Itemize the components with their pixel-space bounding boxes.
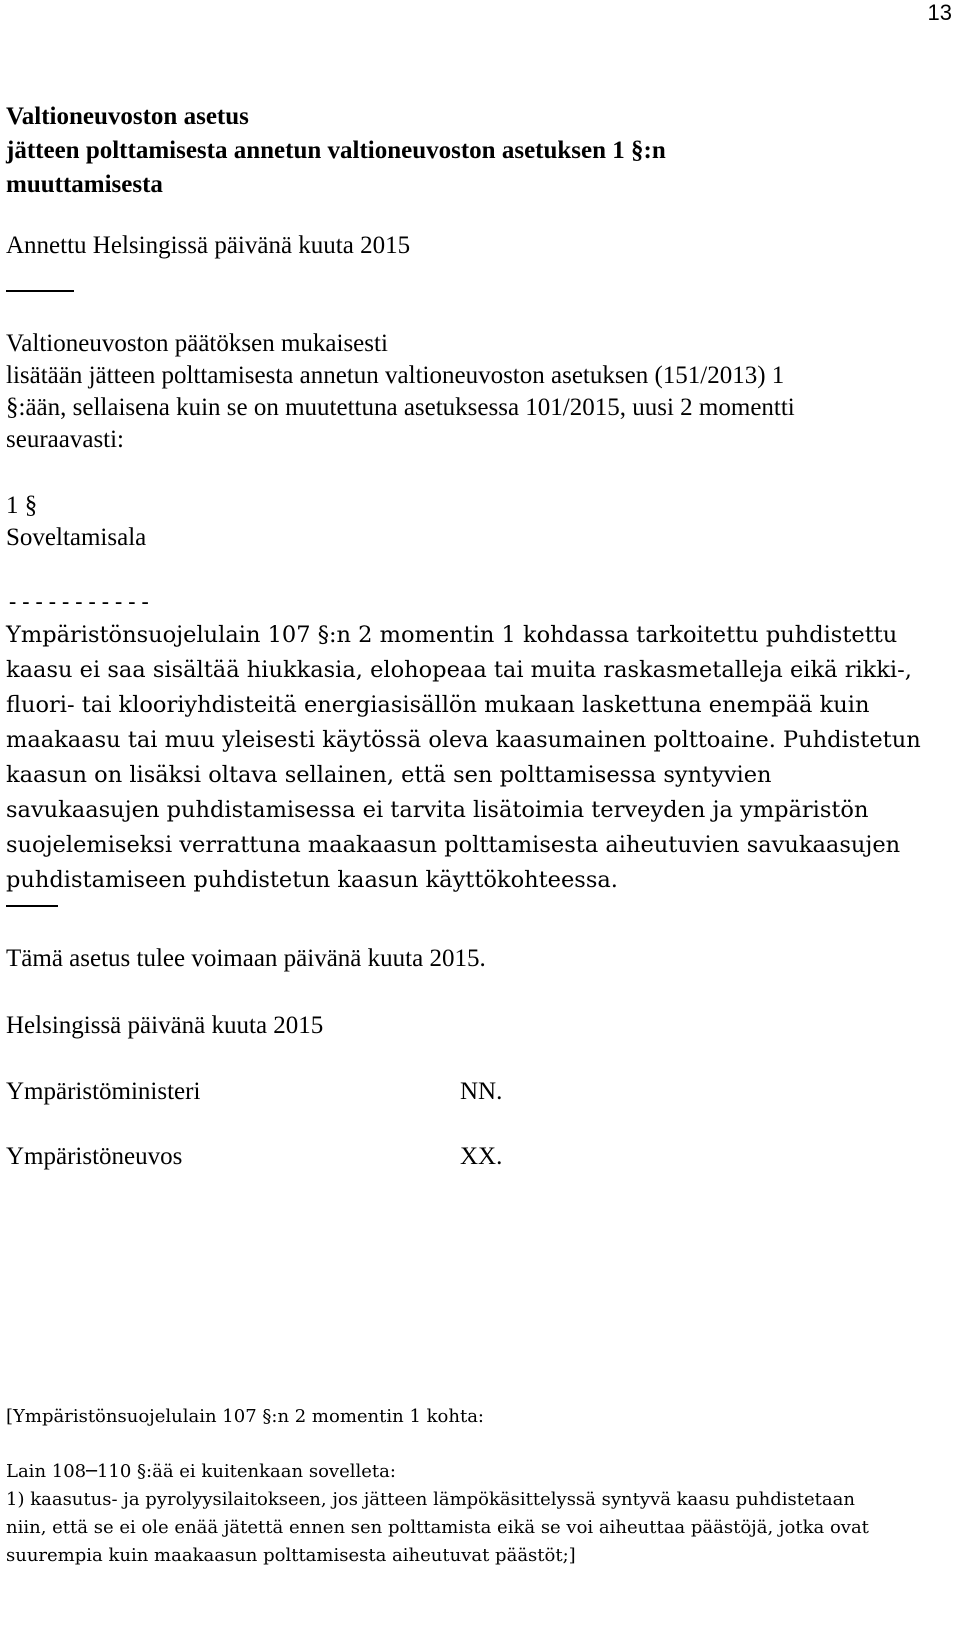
signature-role: Ympäristöneuvos <box>6 1143 183 1170</box>
document-title <box>6 100 666 202</box>
decision-line-1: Valtioneuvoston päätöksen mukaisesti <box>6 330 388 357</box>
page-number: 13 <box>927 0 952 25</box>
body-line: kaasu ei saa sisältää hiukkasia, elohopeaa tai muita raskasmetalleja eikä rikki-, <box>6 657 912 683</box>
footnote-heading: [Ympäristönsuojelulain 107 §:n 2 momentin 1 kohta: <box>6 1406 484 1427</box>
footnote-body <box>6 1458 869 1570</box>
body-line: fluori- tai klooriyhdisteitä energiasisällön mukaan laskettuna enempää kuin <box>6 692 870 718</box>
decision-line-3: §:ään, sellaisena kuin se on muutettuna asetuksessa 101/2015, uusi 2 momentti <box>6 394 795 421</box>
section-title: Soveltamisala <box>6 524 147 551</box>
body-line: savukaasujen puhdistamisessa ei tarvita lisätoimia terveyden ja ympäristön <box>6 797 869 823</box>
title-line-1: Valtioneuvoston asetus <box>6 103 249 130</box>
omission-marker: ----------- <box>6 590 152 615</box>
decision-line-4: seuraavasti: <box>6 426 125 453</box>
given-date-line: Annettu Helsingissä päivänä kuuta 2015 <box>6 232 411 259</box>
decision-paragraph <box>6 328 946 456</box>
body-line: suojelemiseksi verrattuna maakaasun polttamisesta aiheutuvien savukaasujen <box>6 832 901 858</box>
title-separator-rule <box>6 290 74 292</box>
signature-name: NN. <box>460 1078 503 1105</box>
body-end-rule <box>6 905 58 907</box>
section-body <box>6 618 921 898</box>
body-line: Ympäristönsuojelulain 107 §:n 2 momentin 1 kohdassa tarkoitettu puhdistettu <box>6 622 898 648</box>
footnote-line-3: suurempia kuin maakaasun polttamisesta aiheutuvat päästöt;] <box>6 1545 576 1566</box>
body-line: maakaasu tai muu yleisesti käytössä oleva kaasumainen polttoaine. Puhdistetun <box>6 727 921 753</box>
body-line: puhdistamiseen puhdistetun kaasun käyttökohteessa. <box>6 867 618 893</box>
footnote-line-1: 1) kaasutus- ja pyrolyysilaitokseen, jos jätteen lämpökäsittelyssä syntyvä kaasu puhdistetaan <box>6 1489 855 1510</box>
entry-into-force: Tämä asetus tulee voimaan päivänä kuuta 2015. <box>6 945 486 972</box>
section-number: 1 § <box>6 492 38 519</box>
signature-role: Ympäristöministeri <box>6 1078 201 1105</box>
decision-line-2: lisätään jätteen polttamisesta annetun valtioneuvoston asetuksen (151/2013) 1 <box>6 362 785 389</box>
footnote-lead: Lain 108─110 §:ää ei kuitenkaan sovelleta: <box>6 1461 396 1482</box>
title-line-2: jätteen polttamisesta annetun valtioneuvoston asetuksen 1 §:n <box>6 137 666 164</box>
signature-name: XX. <box>460 1143 503 1170</box>
signing-place-date: Helsingissä päivänä kuuta 2015 <box>6 1012 324 1039</box>
title-line-3: muuttamisesta <box>6 171 163 198</box>
footnote-line-2: niin, että se ei ole enää jätettä ennen sen polttamista eikä se voi aiheuttaa päästöjä, jotka ovat <box>6 1517 869 1538</box>
body-line: kaasun on lisäksi oltava sellainen, että sen polttamisessa syntyvien <box>6 762 772 788</box>
